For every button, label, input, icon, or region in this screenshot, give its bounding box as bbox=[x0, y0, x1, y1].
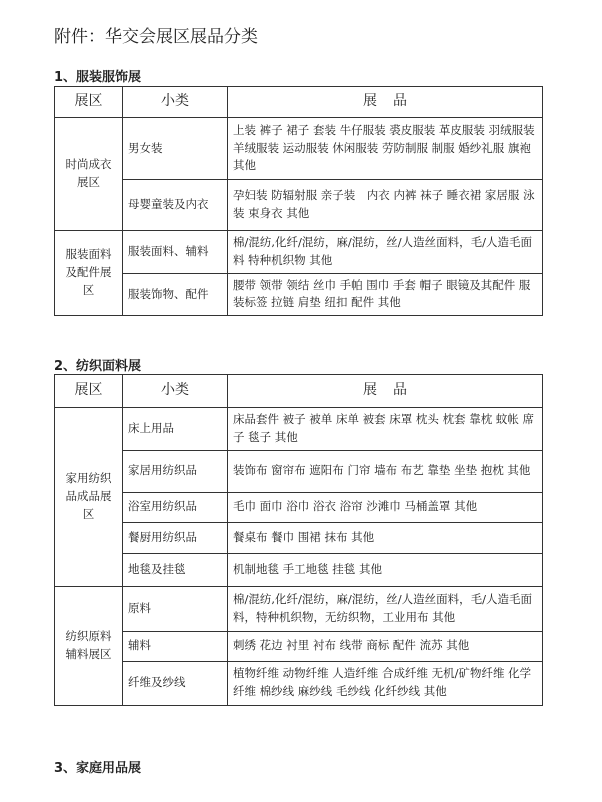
category-cell: 原料 bbox=[123, 586, 228, 631]
products-cell: 植物纤维 动物纤维 人造纤维 合成纤维 无机/矿物纤维 化学纤维 棉纱线 麻纱线 毛纱线 化纤纱线 其他 bbox=[228, 661, 543, 705]
category-cell: 地毯及挂毯 bbox=[123, 553, 228, 586]
products-cell: 棉/混纺,化纤/混纺，麻/混纺，丝/人造丝面料，毛/人造毛面料 特种机织物 其他 bbox=[228, 231, 543, 274]
header-products-text: 展品 bbox=[363, 382, 423, 399]
area-cell: 时尚成衣展区 bbox=[55, 118, 123, 231]
header-products bbox=[228, 375, 543, 408]
header-area: 展区 bbox=[55, 375, 123, 408]
header-products bbox=[228, 87, 543, 118]
textile-table bbox=[54, 374, 543, 706]
products-cell: 餐桌布 餐巾 围裙 抹布 其他 bbox=[228, 522, 543, 553]
category-cell: 母婴童装及内衣 bbox=[123, 180, 228, 231]
category-cell: 服装饰物、配件 bbox=[123, 273, 228, 316]
products-cell: 刺绣 花边 衬里 衬布 线带 商标 配件 流苏 其他 bbox=[228, 631, 543, 661]
products-cell: 床品套件 被子 被单 床单 被套 床罩 枕头 枕套 靠枕 蚊帐 席子 毯子 其他 bbox=[228, 408, 543, 451]
page-title: 附件：华交会展区展品分类 bbox=[54, 27, 258, 47]
products-cell: 棉/混纺,化纤/混纺，麻/混纺，丝/人造丝面料，毛/人造毛面料，特种机织物，无纺织物，工业用布 其他 bbox=[228, 586, 543, 631]
category-cell: 纤维及纱线 bbox=[123, 661, 228, 705]
area-cell: 家用纺织品成品展区 bbox=[55, 408, 123, 587]
products-cell: 孕妇装 防辐射服 亲子装 内衣 内裤 袜子 睡衣裙 家居服 泳装 束身衣 其他 bbox=[228, 180, 543, 231]
header-category: 小类 bbox=[123, 375, 228, 408]
header-category: 小类 bbox=[123, 87, 228, 118]
area-cell: 纺织原料辅料展区 bbox=[55, 586, 123, 705]
category-cell: 浴室用纺织品 bbox=[123, 492, 228, 522]
products-cell: 上装 裤子 裙子 套装 牛仔服装 裘皮服装 革皮服装 羽绒服装 羊绒服装 运动服装 休闲服装 劳防制服 制服 婚纱礼服 旗袍 其他 bbox=[228, 118, 543, 180]
section-heading-home: 3、家庭用品展 bbox=[54, 761, 142, 776]
category-cell: 男女装 bbox=[123, 118, 228, 180]
apparel-table bbox=[54, 86, 543, 316]
products-cell: 毛巾 面巾 浴巾 浴衣 浴帘 沙滩巾 马桶盖罩 其他 bbox=[228, 492, 543, 522]
category-cell: 床上用品 bbox=[123, 408, 228, 451]
header-products-text: 展品 bbox=[363, 93, 423, 110]
products-cell: 腰带 领带 领结 丝巾 手帕 围巾 手套 帽子 眼镜及其配件 服装标签 拉链 肩垫 纽扣 配件 其他 bbox=[228, 273, 543, 316]
section-heading-textile: 2、纺织面料展 bbox=[54, 359, 142, 374]
products-cell: 机制地毯 手工地毯 挂毯 其他 bbox=[228, 553, 543, 586]
category-cell: 服装面料、辅料 bbox=[123, 231, 228, 274]
section-heading-apparel: 1、服装服饰展 bbox=[54, 70, 142, 85]
category-cell: 餐厨用纺织品 bbox=[123, 522, 228, 553]
area-cell: 服装面料及配件展区 bbox=[55, 231, 123, 316]
category-cell: 辅料 bbox=[123, 631, 228, 661]
products-cell: 装饰布 窗帘布 遮阳布 门帘 墙布 布艺 靠垫 坐垫 抱枕 其他 bbox=[228, 450, 543, 492]
category-cell: 家居用纺织品 bbox=[123, 450, 228, 492]
header-area: 展区 bbox=[55, 87, 123, 118]
